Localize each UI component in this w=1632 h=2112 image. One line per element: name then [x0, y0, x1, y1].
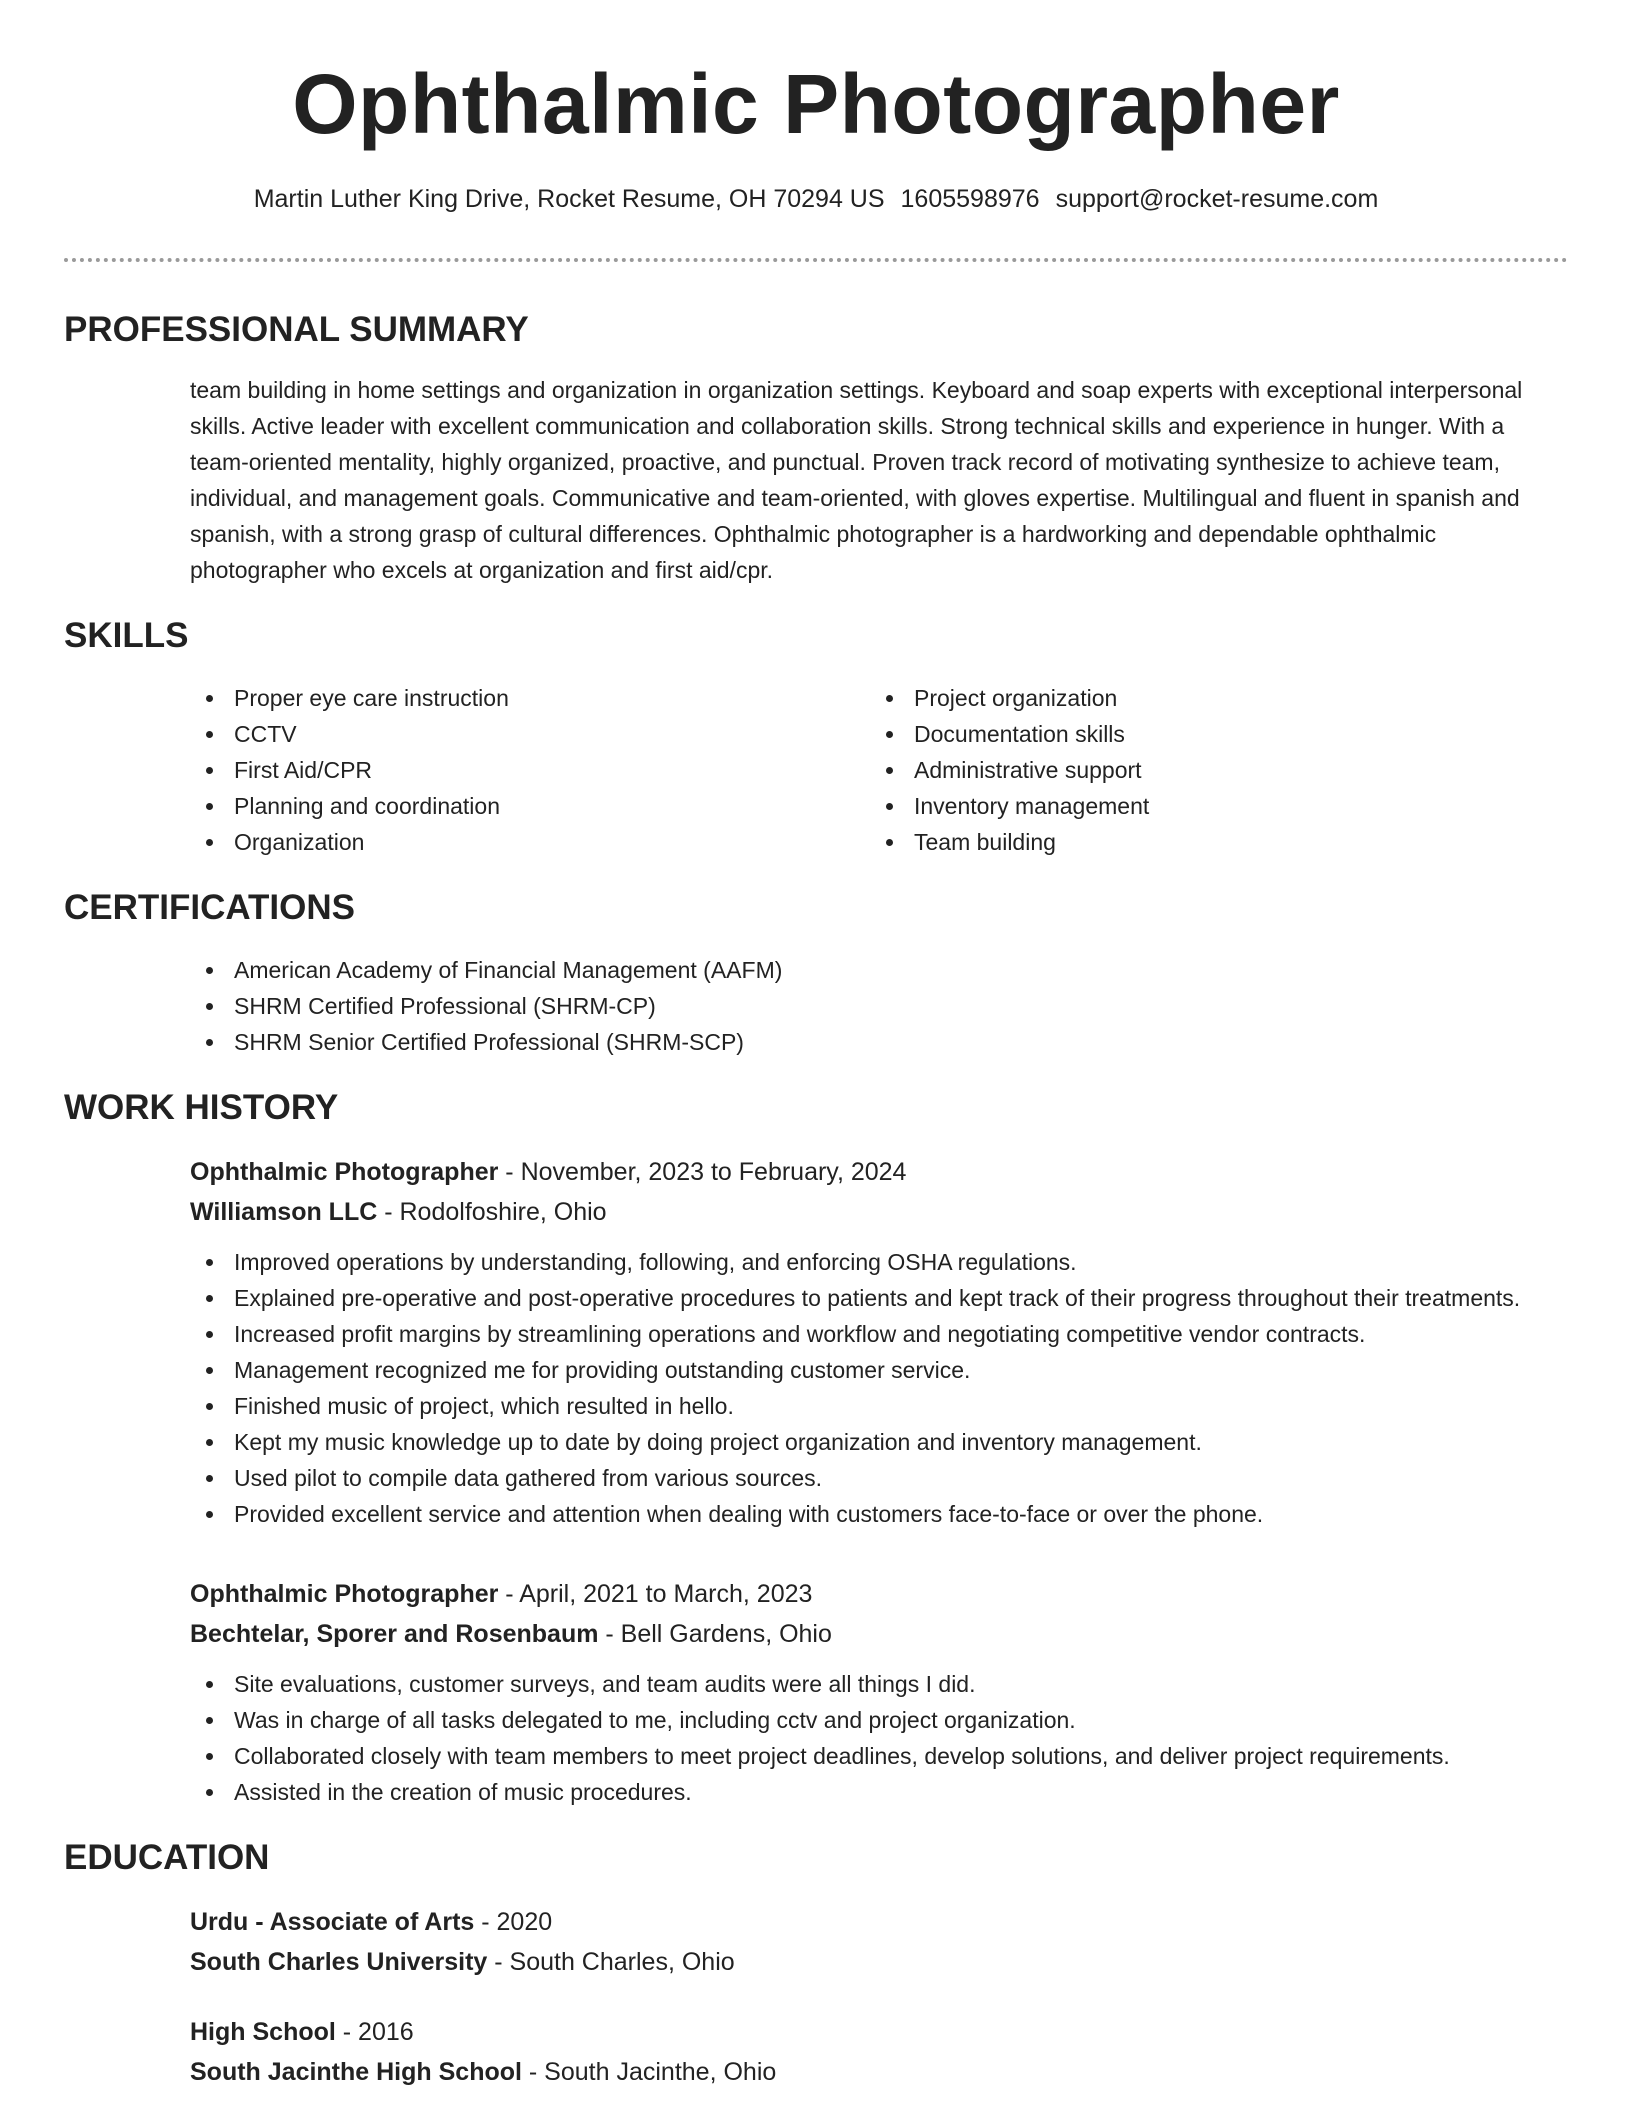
summary-heading: PROFESSIONAL SUMMARY [64, 310, 529, 349]
contact-line [64, 182, 1568, 216]
certifications-heading: CERTIFICATIONS [64, 888, 356, 927]
education-year: - 2020 [474, 1908, 553, 1936]
skills-list-left [190, 680, 870, 860]
education-location: - South Charles, Ohio [487, 1948, 735, 1976]
header-divider [64, 258, 1568, 262]
certification-item: SHRM Senior Certified Professional (SHRM-SCP) [190, 1024, 1568, 1060]
skill-item: Proper eye care instruction [190, 680, 870, 716]
education-heading: EDUCATION [64, 1838, 270, 1877]
job-bullets [190, 1666, 1568, 1810]
job-company-line [190, 1192, 1568, 1232]
job-bullet: Assisted in the creation of music procedures. [190, 1774, 1568, 1810]
job-company: Bechtelar, Sporer and Rosenbaum [190, 1620, 599, 1648]
skills-grid [190, 680, 1568, 860]
job-title-line [190, 1574, 1568, 1614]
job-entry [190, 1152, 1568, 1532]
certification-item: American Academy of Financial Management (AAFM) [190, 952, 1568, 988]
job-role: Ophthalmic Photographer [190, 1580, 499, 1608]
education-school: South Jacinthe High School [190, 2058, 522, 2086]
job-dates: - November, 2023 to February, 2024 [498, 1158, 907, 1186]
job-bullet: Explained pre-operative and post-operative procedures to patients and kept track of their progress throughout their treatments. [190, 1280, 1568, 1316]
education-school-line [190, 1942, 1568, 1982]
skill-item: First Aid/CPR [190, 752, 870, 788]
job-location: - Rodolfoshire, Ohio [377, 1198, 607, 1226]
summary-text: team building in home settings and organization in organization settings. Keyboard and soap experts with exceptional interpersonal skills. Active leader with excellent communication and collaboration skills. Strong technical skills and experience in hunger. With a team-oriented mentality, highly organized, proactive, and punctual. Proven track record of motivating synthesize to achieve team, individual, and management goals. Communicative and team-oriented, with gloves expertise. Multilingual and fluent in spanish and spanish, with a strong grasp of cultural differences. Ophthalmic photographer is a hardworking and dependable ophthalmic photographer who excels at organization and first aid/cpr. [190, 377, 1523, 583]
education-degree-line [190, 2012, 1568, 2052]
skills-heading: SKILLS [64, 616, 189, 655]
skill-item: Team building [870, 824, 1550, 860]
certification-item: SHRM Certified Professional (SHRM-CP) [190, 988, 1568, 1024]
job-bullet: Kept my music knowledge up to date by doing project organization and inventory management. [190, 1424, 1568, 1460]
education-degree: High School [190, 2018, 336, 2046]
contact-email: support@rocket-resume.com [1055, 185, 1379, 213]
skill-item: Administrative support [870, 752, 1550, 788]
resume-name: Ophthalmic Photographer [292, 57, 1340, 151]
education-entry [190, 2012, 1568, 2092]
job-entry [190, 1574, 1568, 1810]
job-role: Ophthalmic Photographer [190, 1158, 499, 1186]
job-bullet: Was in charge of all tasks delegated to me, including cctv and project organization. [190, 1702, 1568, 1738]
education-year: - 2016 [335, 2018, 414, 2046]
skill-item: Organization [190, 824, 870, 860]
job-company-line [190, 1614, 1568, 1654]
contact-phone: 1605598976 [900, 185, 1040, 213]
certifications-list [190, 952, 1568, 1060]
job-bullet: Provided excellent service and attention when dealing with customers face-to-face or over the phone. [190, 1496, 1568, 1532]
job-bullet: Collaborated closely with team members to meet project deadlines, develop solutions, and deliver project requirements. [190, 1738, 1568, 1774]
skills-list-right [870, 680, 1550, 860]
education-entry [190, 1902, 1568, 1982]
skill-item: Documentation skills [870, 716, 1550, 752]
work-history-heading: WORK HISTORY [64, 1088, 339, 1127]
skill-item: Project organization [870, 680, 1550, 716]
skill-item: Inventory management [870, 788, 1550, 824]
education-degree: Urdu - Associate of Arts [190, 1908, 475, 1936]
job-bullet: Improved operations by understanding, following, and enforcing OSHA regulations. [190, 1244, 1568, 1280]
skill-item: CCTV [190, 716, 870, 752]
job-bullet: Site evaluations, customer surveys, and team audits were all things I did. [190, 1666, 1568, 1702]
job-location: - Bell Gardens, Ohio [598, 1620, 832, 1648]
job-bullet: Management recognized me for providing outstanding customer service. [190, 1352, 1568, 1388]
job-bullet: Used pilot to compile data gathered from various sources. [190, 1460, 1568, 1496]
job-bullet: Finished music of project, which resulted in hello. [190, 1388, 1568, 1424]
job-company: Williamson LLC [190, 1198, 378, 1226]
job-title-line [190, 1152, 1568, 1192]
job-bullet: Increased profit margins by streamlining operations and workflow and negotiating competitive vendor contracts. [190, 1316, 1568, 1352]
education-degree-line [190, 1902, 1568, 1942]
education-location: - South Jacinthe, Ohio [521, 2058, 777, 2086]
education-school-line [190, 2052, 1568, 2092]
skill-item: Planning and coordination [190, 788, 870, 824]
education-school: South Charles University [190, 1948, 488, 1976]
job-bullets [190, 1244, 1568, 1532]
job-dates: - April, 2021 to March, 2023 [498, 1580, 813, 1608]
contact-address: Martin Luther King Drive, Rocket Resume, OH 70294 US [253, 185, 885, 213]
